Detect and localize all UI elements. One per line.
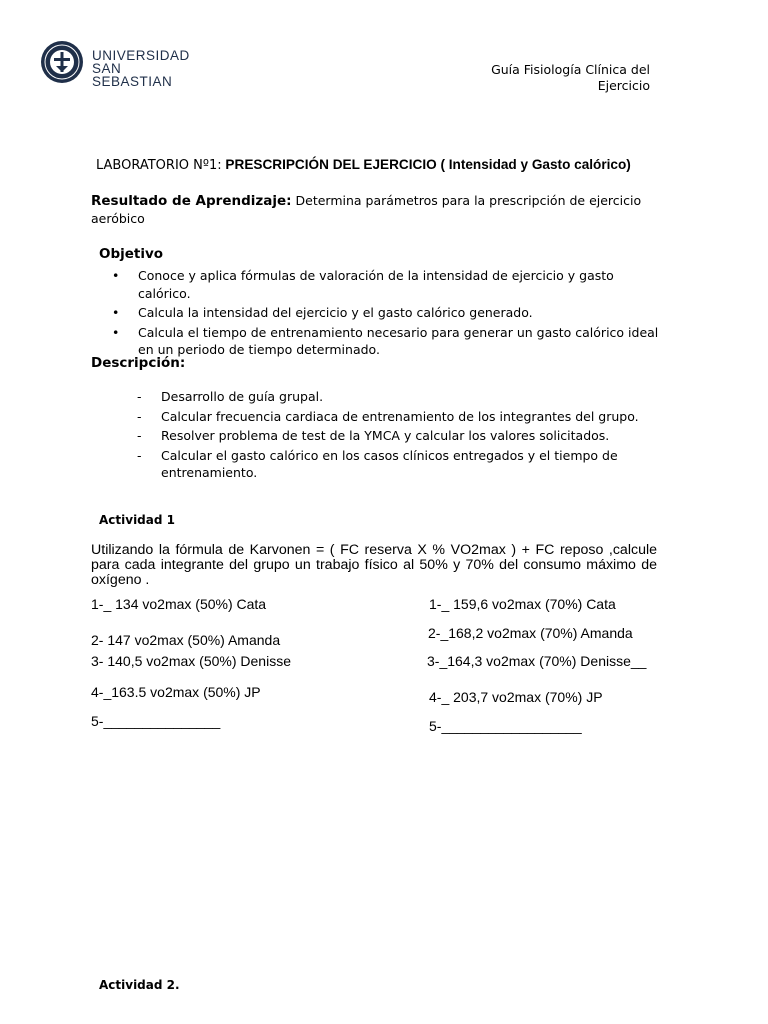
dash-icon: -: [137, 428, 142, 443]
title-prefix: LABORATORIO Nº1:: [96, 158, 222, 173]
answer-left-1: 1-_ 134 vo2max (50%) Cata: [91, 596, 267, 612]
answer-left-5: 5-_______________: [91, 713, 221, 729]
answer-left-4: 4-_163.5 vo2max (50%) JP: [91, 684, 261, 700]
logo-line1: UNIVERSIDAD: [92, 48, 190, 63]
list-item: - Desarrollo de guía grupal.: [137, 389, 324, 404]
answer-right-4: 4-_ 203,7 vo2max (70%) JP: [429, 689, 603, 705]
answer-left-3: 3- 140,5 vo2max (50%) Denisse: [91, 653, 291, 669]
list-item: - Calcular frecuencia cardiaca de entrenamiento de los integrantes del grupo.: [137, 408, 639, 424]
list-item: • Calcula la intensidad del ejercicio y el gasto calórico generado.: [112, 305, 533, 320]
learning-outcome-label: Resultado de Aprendizaje:: [91, 193, 292, 209]
answer-right-3: 3-_164,3 vo2max (70%) Denisse__: [427, 653, 647, 669]
activity1-heading: Actividad 1: [99, 513, 175, 527]
description-heading: Descripción:: [91, 355, 186, 371]
dash-icon: -: [137, 447, 142, 463]
objective-list: [112, 267, 662, 361]
list-item: - Resolver problema de test de la YMCA y calcular los valores solicitados.: [137, 428, 610, 443]
bullet-icon: •: [112, 305, 120, 320]
document-title: [96, 157, 631, 173]
title-main: PRESCRIPCIÓN DEL EJERCICIO ( Intensidad y Gasto calórico): [221, 157, 631, 172]
logo-line2: SAN SEBASTIAN: [92, 61, 173, 89]
learning-outcome-text: Determina parámetros para la prescripción de ejercicio aeróbico: [91, 193, 642, 226]
answer-right-2: 2-_168,2 vo2max (70%) Amanda: [428, 625, 633, 641]
list-item: - Calcular el gasto calórico en los casos clínicos entregados y el tiempo de entrenamiento.: [137, 447, 618, 480]
list-item: • Conoce y aplica fórmulas de valoración de la intensidad de ejercicio y gasto calórico.: [112, 268, 614, 301]
guide-line2: Ejercicio: [597, 78, 650, 93]
guide-line1: Guía Fisiología Clínica del: [491, 62, 650, 77]
list-item: • Calcula el tiempo de entrenamiento necesario para generar un gasto calórico ideal en un periodo de tiempo determinado.: [112, 324, 659, 357]
bullet-icon: •: [112, 324, 120, 340]
activity1-intro: Utilizando la fórmula de Karvonen = ( FC reserva X % VO2max ) + FC reposo ,calcule para cada integrante del grupo un trabajo físico al 50% y 70% del consumo máximo de oxígeno .: [91, 542, 657, 588]
answer-left-2: 2- 147 vo2max (50%) Amanda: [91, 632, 281, 648]
learning-outcome: [91, 192, 651, 227]
dash-icon: -: [137, 389, 142, 404]
university-logo: [40, 40, 190, 89]
answer-right-1: 1-_ 159,6 vo2max (70%) Cata: [429, 596, 616, 612]
university-seal-icon: [40, 40, 84, 84]
description-list: [137, 388, 647, 484]
activity2-heading: Actividad 2.: [99, 978, 180, 992]
guide-header: [491, 62, 650, 94]
objective-heading: Objetivo: [99, 246, 164, 262]
dash-icon: -: [137, 408, 142, 424]
answer-right-5: 5-__________________: [429, 718, 582, 734]
bullet-icon: •: [112, 268, 120, 283]
